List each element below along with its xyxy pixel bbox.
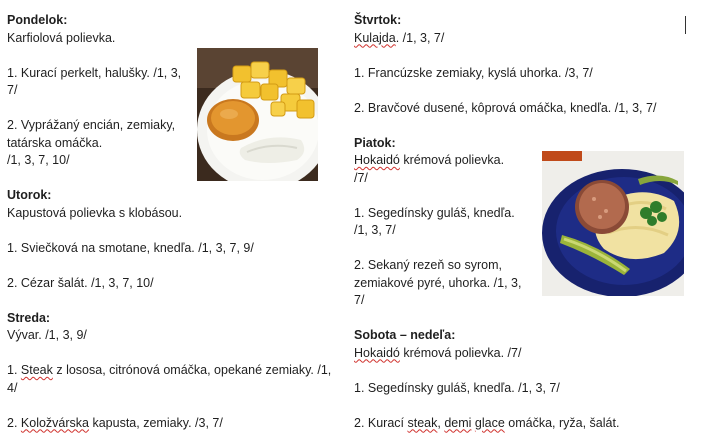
- meal-line: 1. Francúzske zemiaky, kyslá uhorka. /3, 7/: [354, 65, 593, 80]
- meal-line: 2. Vyprážaný encián, zemiaky,: [7, 118, 176, 132]
- day-heading: Sobota – nedeľa:: [354, 328, 456, 342]
- meal-line: 1. Kurací perkelt, halušky. /1, 3,: [7, 65, 182, 80]
- meal-line: [354, 415, 694, 433]
- meal-line: 1. Sviečková na smotane, knedľa. /1, 3, 7, 9/: [7, 240, 254, 255]
- meal-line: 2. Bravčové dusené, kôprová omáčka, knedľa. /1, 3, 7/: [354, 100, 657, 115]
- soup-line: Karfiolová polievka.: [7, 30, 116, 45]
- soup-text: krémová polievka. /7/: [399, 345, 522, 360]
- soup-line: /7/: [354, 170, 368, 185]
- soup-line: Kapustová polievka s klobásou.: [7, 205, 183, 220]
- soup-line: [354, 345, 694, 363]
- day-streda: [7, 310, 342, 433]
- meal-line: 1. Segedínsky guláš, knedľa.: [354, 205, 515, 220]
- day-heading: Štvrtok:: [354, 13, 402, 27]
- meal-line: [7, 415, 342, 433]
- day-heading: Piatok:: [354, 135, 396, 150]
- soup-line: Vývar. /1, 3, 9/: [7, 328, 87, 342]
- day-utorok: [7, 187, 342, 292]
- day-heading: Pondelok:: [7, 13, 68, 27]
- meal-line: 7/: [354, 293, 365, 307]
- meal-text: z lososa, citrónová omáčka, opekané zemiaky. /1,: [52, 363, 332, 377]
- meal-line: 2. Sekaný rezeň so syrom,: [354, 258, 502, 272]
- meal-text: 2. Kurací: [354, 415, 408, 430]
- text-cursor: [685, 16, 686, 34]
- meal-text: omáčka, ryža, šalát.: [504, 415, 620, 430]
- photo-fried-cheese-potatoes-icon[interactable]: [197, 48, 318, 181]
- photo-fried-patty-mashed-potatoes-icon[interactable]: [542, 151, 684, 296]
- spellcheck-word[interactable]: demi: [444, 415, 472, 430]
- meal-line: 1. Segedínsky guláš, knedľa. /1, 3, 7/: [354, 380, 560, 395]
- day-heading: Streda:: [7, 310, 51, 325]
- meal-line: 2. Cézar šalát. /1, 3, 7, 10/: [7, 275, 154, 290]
- spellcheck-word[interactable]: steak: [407, 415, 438, 430]
- soup-line: [354, 30, 694, 48]
- meal-text: kapusta, zemiaky. /3, 7/: [89, 415, 223, 430]
- meal-number: 1.: [7, 363, 21, 377]
- day-stvrtok: [354, 12, 694, 117]
- meal-line: /1, 3, 7, 10/: [7, 153, 70, 167]
- spellcheck-word[interactable]: Hokaidó: [354, 153, 400, 167]
- spellcheck-word[interactable]: Kulajda: [354, 30, 396, 45]
- spellcheck-word[interactable]: Hokaidó: [354, 345, 400, 360]
- meal-line: /1, 3, 7/: [354, 223, 396, 237]
- spellcheck-word[interactable]: glace: [474, 415, 505, 430]
- meal-line: 4/: [7, 380, 18, 395]
- day-heading: Utorok:: [7, 188, 52, 202]
- meal-text: ,: [437, 415, 445, 430]
- day-vikend: [354, 327, 694, 432]
- meal-number: 2.: [7, 415, 21, 430]
- meal-line: zemiakové pyré, uhorka. /1, 3,: [354, 275, 522, 290]
- meal-line: 7/: [7, 83, 18, 97]
- meal-line: [7, 362, 342, 380]
- spellcheck-word[interactable]: Steak: [20, 363, 53, 377]
- soup-text: . /1, 3, 7/: [395, 30, 445, 45]
- soup-text: krémová polievka.: [399, 153, 505, 167]
- spellcheck-word[interactable]: Koložvárska: [20, 415, 89, 430]
- meal-line: tatárska omáčka.: [7, 135, 103, 150]
